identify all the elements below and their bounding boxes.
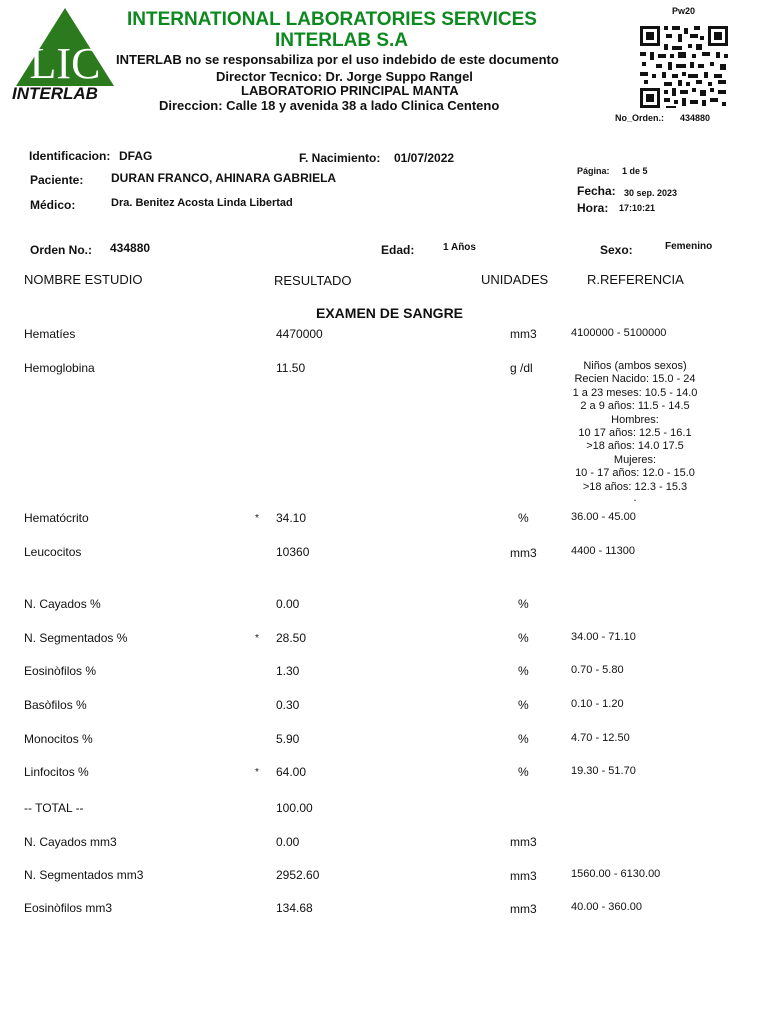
time-label: Hora: [577,201,609,215]
result-name: Basòfilos % [24,698,87,712]
patient-label: Paciente: [30,173,84,187]
result-name: Eosinòfilos mm3 [24,901,113,915]
result-value: 1.30 [276,664,300,678]
date-value: 30 sep. 2023 [624,188,678,198]
result-unit: % [518,631,529,645]
ref-line: >18 años: 12.3 - 15.3 [582,480,688,493]
result-reference: 4400 - 11300 [571,545,636,557]
dob-value: 01/07/2022 [394,151,455,165]
result-reference: 36.00 - 45.00 [571,511,636,523]
order-value: 434880 [110,241,151,255]
result-unit: % [518,765,529,779]
result-name: Leucocitos [24,545,82,559]
order-label: Orden No.: [30,243,92,257]
id-label: Identificacion: [29,149,111,163]
date-label: Fecha: [577,184,616,198]
result-reference: 19.30 - 51.70 [571,765,636,777]
result-value: 10360 [276,545,310,559]
result-name: N. Cayados mm3 [24,835,117,849]
result-name: Linfocitos % [24,765,89,779]
disclaimer-text: INTERLAB no se responsabiliza por el uso indebido de este documento [116,52,559,67]
result-unit: % [518,698,529,712]
logo-letters: LIC [29,39,101,88]
result-value: 5.90 [276,732,300,746]
result-name: N. Segmentados % [24,631,128,645]
result-name: Monocitos % [24,732,93,746]
result-value: 100.00 [276,801,313,815]
time-value: 17:10:21 [619,203,656,213]
ref-line: Niños (ambos sexos) [583,360,687,372]
result-value: 0.00 [276,835,300,849]
result-unit: % [518,732,529,746]
result-reference: 4.70 - 12.50 [571,732,630,744]
result-name: N. Cayados % [24,597,101,611]
header-order-value: 434880 [680,113,711,123]
logo-name: INTERLAB [12,84,98,103]
column-header-units: UNIDADES [481,272,549,287]
ref-line: 1 a 23 meses: 10.5 - 14.0 [572,386,698,399]
result-name: Hematócrito [24,511,89,525]
lab-title-line2: INTERLAB S.A [275,30,408,51]
age-label: Edad: [381,243,415,257]
result-name: Hemoglobina [24,361,95,375]
age-value: 1 Años [443,242,476,253]
abnormal-flag: * [255,633,259,644]
id-value: DFAG [119,149,153,163]
result-value: 28.50 [276,631,307,645]
result-unit: mm3 [510,902,537,916]
result-reference: 34.00 - 71.10 [571,631,636,643]
result-reference: 1560.00 - 6130.00 [571,868,661,880]
result-value: 0.00 [276,597,300,611]
sex-value: Femenino [665,241,713,252]
column-header-result: RESULTADO [274,273,352,288]
qr-code-label: Pw20 [672,6,696,16]
ref-line: Recien Nacido: 15.0 - 24 [574,373,696,386]
ref-line: 10 17 años: 12.5 - 16.1 [578,427,692,440]
sex-label: Sexo: [600,243,633,257]
director-text: Director Tecnico: Dr. Jorge Suppo Rangel [216,69,473,84]
header-order-label: No_Orden.: [615,113,665,123]
ref-line: Mujeres: [613,453,657,466]
doctor-name: Dra. Benitez Acosta Linda Libertad [111,197,293,209]
dob-label: F. Nacimiento: [299,151,381,165]
result-value: 0.30 [276,698,300,712]
ref-line: >18 años: 14.0 17.5 [586,440,684,453]
lab-name-text: LABORATORIO PRINCIPAL MANTA [241,83,459,98]
result-unit: g /dl [510,361,533,375]
abnormal-flag: * [255,767,259,778]
result-name: Hematíes [24,327,76,341]
ref-line: Hombres: [611,413,659,426]
hemoglobin-reference-block [566,360,704,505]
doctor-label: Médico: [30,198,76,212]
result-value: 4470000 [276,327,323,341]
result-unit: % [518,597,529,611]
result-value: 11.50 [276,361,306,375]
result-unit: mm3 [510,869,537,883]
result-name: -- TOTAL -- [24,801,84,815]
result-value: 64.00 [276,765,307,779]
qr-code [638,24,730,110]
result-reference: 40.00 - 360.00 [571,901,642,913]
patient-name: DURAN FRANCO, AHINARA GABRIELA [111,171,337,185]
result-value: 134.68 [276,901,313,915]
section-title: EXAMEN DE SANGRE [316,305,464,321]
interlab-logo [10,6,120,106]
result-reference: 0.70 - 5.80 [571,664,624,676]
result-unit: % [518,511,529,525]
page-label: Página: [577,166,610,176]
result-unit: mm3 [510,546,537,560]
lab-title-line1: INTERNATIONAL LABORATORIES SERVICES [127,9,537,30]
abnormal-flag: * [255,513,259,524]
column-header-reference: R.REFERENCIA [587,272,684,287]
result-name: N. Segmentados mm3 [24,868,144,882]
ref-line: 10 - 17 años: 12.0 - 15.0 [575,467,695,480]
ref-line: . [633,492,637,505]
qr-code-icon [638,24,730,110]
result-unit: % [518,664,529,678]
page-value: 1 de 5 [622,166,648,176]
column-header-name: NOMBRE ESTUDIO [24,272,143,287]
result-value: 2952.60 [276,868,320,882]
result-name: Eosinòfilos % [24,664,97,678]
result-unit: mm3 [510,327,537,341]
result-unit: mm3 [510,835,537,849]
result-reference: 0.10 - 1.20 [571,698,624,710]
ref-line: 2 a 9 años: 11.5 - 14.5 [580,400,690,413]
address-text: Direccion: Calle 18 y avenida 38 a lado Clinica Centeno [159,98,500,113]
result-value: 34.10 [276,511,307,525]
result-reference: 4100000 - 5100000 [571,327,667,339]
